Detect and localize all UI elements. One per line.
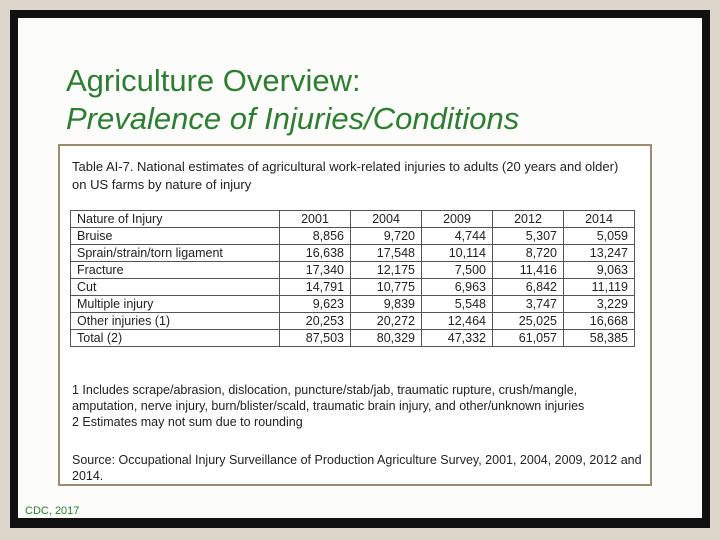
- table-cell: 20,272: [351, 313, 422, 330]
- table-cell: 20,253: [280, 313, 351, 330]
- footnote-1-line-2: amputation, nerve injury, burn/blister/scald, traumatic brain injury, and other/unknown injuries: [72, 399, 585, 413]
- table-cell: 9,623: [280, 296, 351, 313]
- table-row: [71, 313, 635, 330]
- table-cell: 4,744: [422, 228, 493, 245]
- table-cell: 17,548: [351, 245, 422, 262]
- table-cell: 10,775: [351, 279, 422, 296]
- table-cell: 17,340: [280, 262, 351, 279]
- table-cell: 5,307: [493, 228, 564, 245]
- table-cell: 58,385: [564, 330, 635, 347]
- row-label: Cut: [71, 279, 280, 296]
- table-row: [71, 262, 635, 279]
- table-cell: 8,720: [493, 245, 564, 262]
- slide-title: [66, 62, 519, 138]
- row-label: Fracture: [71, 262, 280, 279]
- table-cell: 12,464: [422, 313, 493, 330]
- table-cell: 7,500: [422, 262, 493, 279]
- slide-credit: CDC, 2017: [25, 505, 80, 517]
- table-header-row: [71, 211, 635, 228]
- column-header: 2014: [564, 211, 635, 228]
- table-cell: 80,329: [351, 330, 422, 347]
- table-cell: 5,059: [564, 228, 635, 245]
- table-caption: Table AI-7. National estimates of agricultural work-related injuries to adults (20 years and older) on US farms by nature of injury: [72, 159, 619, 192]
- table-cell: 9,839: [351, 296, 422, 313]
- table-footnotes: [72, 382, 646, 430]
- table-cell: 9,063: [564, 262, 635, 279]
- table-cell: 5,548: [422, 296, 493, 313]
- row-label: Sprain/strain/torn ligament: [71, 245, 280, 262]
- table-cell: 3,747: [493, 296, 564, 313]
- row-label: Multiple injury: [71, 296, 280, 313]
- column-header: 2012: [493, 211, 564, 228]
- table-image-panel: [58, 144, 652, 486]
- column-header: 2001: [280, 211, 351, 228]
- table-cell: 11,119: [564, 279, 635, 296]
- table-cell: 9,720: [351, 228, 422, 245]
- table-cell: 8,856: [280, 228, 351, 245]
- table-cell: 14,791: [280, 279, 351, 296]
- table-cell: 25,025: [493, 313, 564, 330]
- table-cell: 10,114: [422, 245, 493, 262]
- table-row: [71, 245, 635, 262]
- table-row: [71, 296, 635, 313]
- table-cell: 6,963: [422, 279, 493, 296]
- table-row: [71, 279, 635, 296]
- column-header: 2009: [422, 211, 493, 228]
- table-cell: 6,842: [493, 279, 564, 296]
- table-cell: 87,503: [280, 330, 351, 347]
- table-cell: 61,057: [493, 330, 564, 347]
- title-line-1: Agriculture Overview:: [66, 63, 361, 98]
- row-label: Other injuries (1): [71, 313, 280, 330]
- footnote-2: 2 Estimates may not sum due to rounding: [72, 415, 303, 429]
- table-cell: 47,332: [422, 330, 493, 347]
- table-source: Source: Occupational Injury Surveillance of Production Agriculture Survey, 2001, 2004, 2009, 2012 and 2014.: [72, 453, 642, 483]
- footnote-1-line-1: 1 Includes scrape/abrasion, dislocation, puncture/stab/jab, traumatic rupture, crush/mangle,: [72, 383, 578, 397]
- column-header: Nature of Injury: [71, 211, 280, 228]
- table-cell: 11,416: [493, 262, 564, 279]
- table-cell: 13,247: [564, 245, 635, 262]
- table-row: [71, 228, 635, 245]
- table-cell: 16,668: [564, 313, 635, 330]
- table-total-row: [71, 330, 635, 347]
- row-label: Bruise: [71, 228, 280, 245]
- title-line-2: Prevalence of Injuries/Conditions: [66, 101, 520, 136]
- injury-table: [70, 210, 635, 347]
- table-cell: 12,175: [351, 262, 422, 279]
- table-cell: 3,229: [564, 296, 635, 313]
- table-cell: 16,638: [280, 245, 351, 262]
- column-header: 2004: [351, 211, 422, 228]
- row-label: Total (2): [71, 330, 280, 347]
